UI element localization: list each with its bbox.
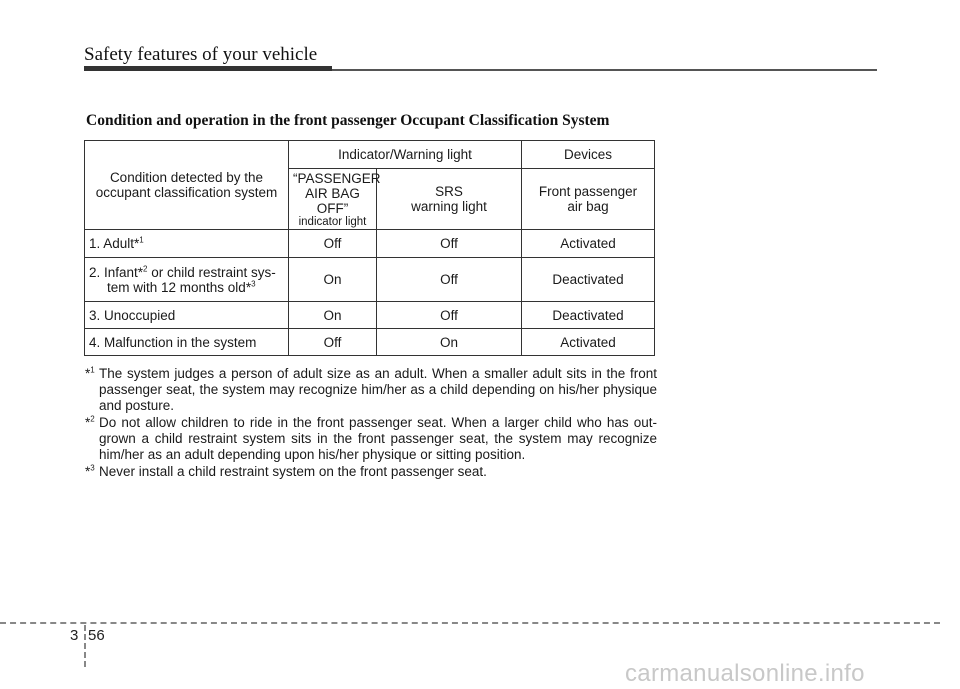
table-row bbox=[85, 230, 655, 258]
row-srs: Off bbox=[377, 258, 522, 302]
table-row bbox=[85, 302, 655, 329]
page-number: 56 bbox=[88, 627, 105, 644]
footnote: *$^1$ The system judges a person of adult size as an adult. When a smaller adult sits in the front passenger seat, the system may recognize him/her as a child depending on his/her physique and posture. bbox=[85, 365, 657, 413]
header-front-passenger-airbag: Front passenger air bag bbox=[522, 169, 655, 230]
row-pab: On bbox=[289, 302, 377, 329]
row-condition: 4. Malfunction in the system bbox=[85, 329, 289, 356]
row-pab: On bbox=[289, 258, 377, 302]
table-row bbox=[85, 329, 655, 356]
watermark-text: carmanualsonline.info bbox=[625, 660, 865, 687]
row-srs: On bbox=[377, 329, 522, 356]
header-pab-indicator: “PASSENGER AIR BAG OFF” indicator light bbox=[289, 169, 377, 230]
header-devices-group: Devices bbox=[522, 141, 655, 169]
header-srs-warning: SRS warning light bbox=[377, 169, 522, 230]
row-srs: Off bbox=[377, 302, 522, 329]
row-device: Activated bbox=[522, 230, 655, 258]
header-condition: Condition detected by the occupant classification system bbox=[85, 141, 289, 230]
chapter-number: 3 bbox=[70, 627, 79, 644]
table-row bbox=[85, 258, 655, 302]
footer-dashed-rule bbox=[0, 622, 940, 624]
row-device: Deactivated bbox=[522, 258, 655, 302]
footnote: *$^3$ Never install a child restraint system on the front passenger seat. bbox=[85, 463, 487, 479]
ocs-table bbox=[84, 140, 655, 356]
row-condition: 1. Adult*$^1$ bbox=[85, 230, 289, 258]
section-title: Condition and operation in the front passenger Occupant Classification System bbox=[86, 112, 610, 129]
row-pab: Off bbox=[289, 329, 377, 356]
header-rule-thick bbox=[84, 66, 332, 71]
header-rule-thin bbox=[332, 69, 877, 71]
header-indicator-group: Indicator/Warning light bbox=[289, 141, 522, 169]
footnote: *$^2$ Do not allow children to ride in the front passenger seat. When a larger child who has out-grown a child restraint system sits in the front passenger seat, the system may recognize him/her as an adult depending upon his/her physique or sitting position. bbox=[85, 414, 657, 462]
table-header-row bbox=[85, 141, 655, 169]
footer-vertical-dashed-rule bbox=[84, 625, 86, 667]
row-condition: 2. Infant*$^2$ or child restraint sys- tem with 12 months old*$^3$ bbox=[85, 258, 289, 302]
row-srs: Off bbox=[377, 230, 522, 258]
page-header-title: Safety features of your vehicle bbox=[84, 44, 318, 65]
footnotes bbox=[85, 366, 657, 481]
row-pab: Off bbox=[289, 230, 377, 258]
row-condition: 3. Unoccupied bbox=[85, 302, 289, 329]
row-device: Activated bbox=[522, 329, 655, 356]
row-device: Deactivated bbox=[522, 302, 655, 329]
